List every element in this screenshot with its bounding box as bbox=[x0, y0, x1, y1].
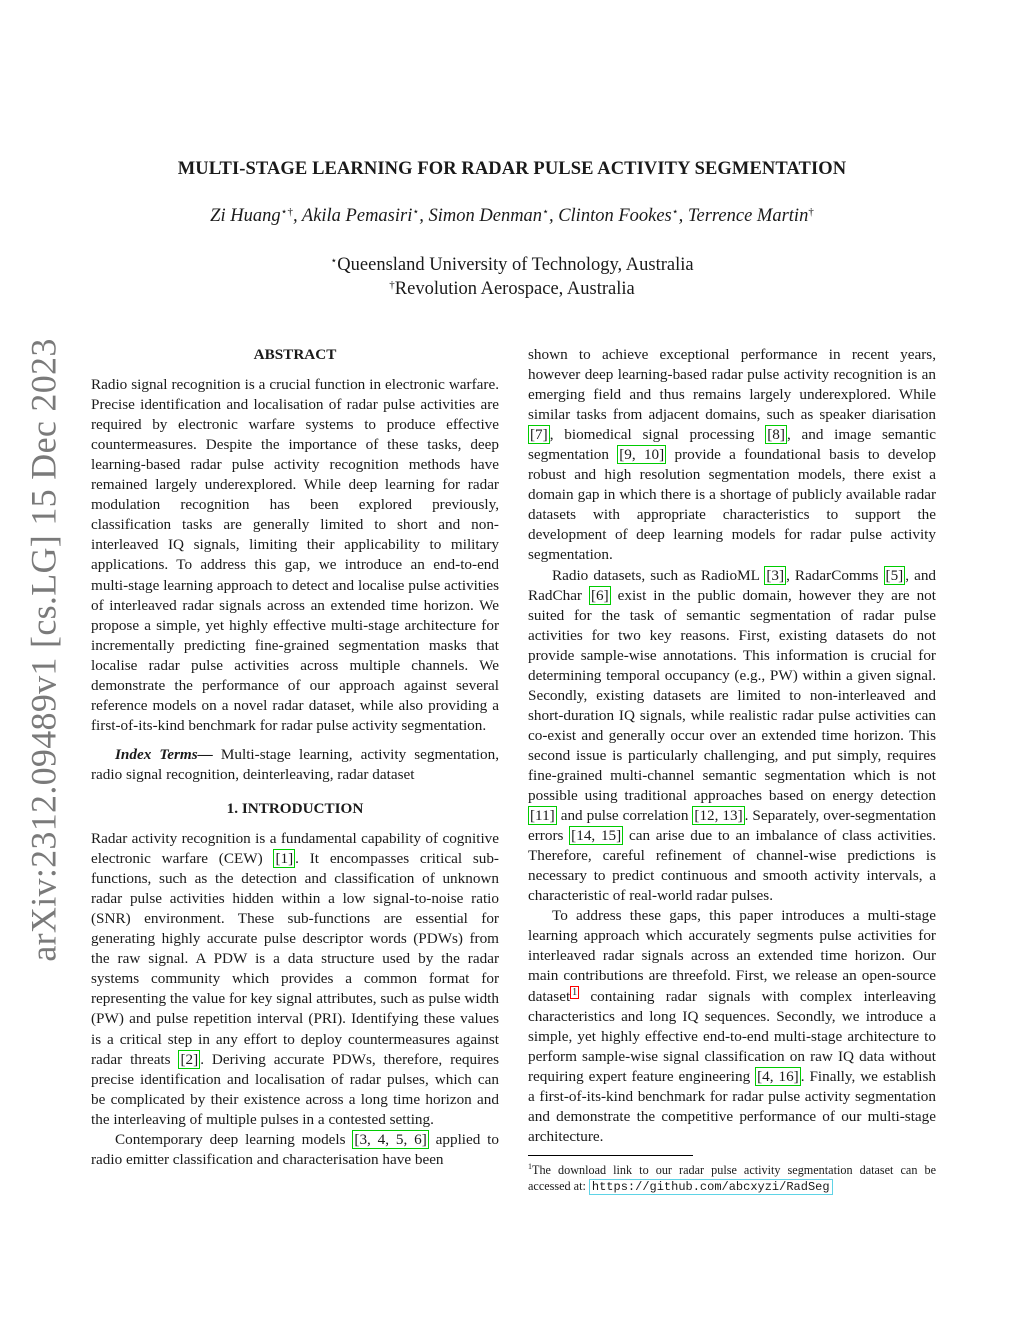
citation-link[interactable]: [6] bbox=[590, 586, 609, 604]
abstract-text: Radio signal recognition is a crucial function in electronic warfare. Precise identification and localisation of radar pulse activities are required by electronic warfare systems to produce effective countermeasures. Despite the importance of these tasks, deep learning-based radar pulse activity recognition methods have remained largely underexplored. While deep learning for radar modulation recognition has been explored previously, classification tasks are generally limited to short and non-interleaved IQ signals, limiting their applicability to military applications. To address this gap, we introduce an end-to-end multi-stage learning approach to detect and localise pulse activities of interleaved radar signals across an extended time horizon. We propose a simple, yet highly effective multi-stage architecture for incrementally predicting fine-grained segmentation masks that localise radar pulse activities across multiple channels. We demonstrate the performance of our approach against several reference models on a novel radar dataset, while also providing a first-of-its-kind benchmark for radar pulse activity segmentation. bbox=[91, 376, 499, 734]
citation-link[interactable]: [5] bbox=[885, 566, 904, 584]
affiliation-text: Queensland University of Technology, Australia bbox=[337, 255, 694, 275]
left-column bbox=[91, 345, 499, 1170]
citation-link[interactable]: [4, 16] bbox=[757, 1067, 799, 1085]
footnote bbox=[528, 1162, 936, 1195]
citation-link[interactable]: [14, 15] bbox=[571, 827, 622, 845]
arxiv-id-text: arXiv:2312.09489v1 [cs.LG] 15 Dec 2023 bbox=[24, 338, 64, 962]
paper-title: MULTI-STAGE LEARNING FOR RADAR PULSE ACTIVITY SEGMENTATION bbox=[177, 159, 847, 179]
right-column bbox=[528, 345, 936, 1195]
intro-paragraph: To address these gaps, this paper introduces a multi-stage learning approach which accurately segments pulse activities for interleaved radar signals across an extended time horizon. Our main contributions are threefold. First, we release an open-source dataset $^1$ containing radar signals with complex interleaving characteristics and long IQ sequences. Secondly, we introduce a simple, yet highly effective end-to-end multi-stage architecture to perform sample-wise signal classification on raw IQ data without requiring expert feature engineering [4, 16] . Finally, we establish a first-of-its-kind benchmark for radar pulse activity segmentation and demonstrate the competitive performance of our multi-stage architecture. bbox=[528, 907, 936, 1145]
author-list: Zi Huang⋆†, Akila Pemasiri⋆, Simon Denman⋆, Clinton Fookes⋆, Terrence Martin† bbox=[210, 206, 814, 226]
citation-link[interactable]: [1] bbox=[275, 850, 294, 868]
citation-link[interactable]: [2] bbox=[180, 1050, 199, 1068]
introduction-heading: 1. INTRODUCTION bbox=[226, 799, 364, 817]
affiliation-mark: ⋆ bbox=[330, 255, 338, 267]
intro-paragraph: Contemporary deep learning models [3, 4, 5, 6] applied to radio emitter classification and characterisation have been bbox=[91, 1130, 499, 1168]
citation-link[interactable]: [11] bbox=[530, 807, 555, 825]
dataset-url-link[interactable]: https://github.com/abcxyzi/RadSeg bbox=[589, 1179, 833, 1195]
affiliation bbox=[0, 255, 1024, 276]
author-affil-mark: ⋆† bbox=[280, 206, 293, 218]
index-terms-label: Index Terms— bbox=[115, 745, 213, 763]
citation-link[interactable]: [8] bbox=[767, 426, 785, 444]
index-terms bbox=[91, 745, 499, 785]
intro-paragraph: shown to achieve exceptional performance in recent years, however deep learning-based radar pulse activity recognition is an emerging field and thus remains largely underexplored. While similar tasks from adjacent domains, such as speaker diarisation [7] , biomedical signal processing [8] , and image semantic segmentation [9, 10] provide a foundational basis to develop robust and high resolution segmentation models, there exist a domain gap in which there is a shortage of publicly available radar datasets with appropriate characteristics to support the development of deep learning models for radar pulse activity segmentation. bbox=[528, 346, 936, 564]
citation-link[interactable]: [3] bbox=[766, 566, 785, 584]
author-name: Zi Huang bbox=[210, 206, 281, 226]
author-affil-mark: ⋆ bbox=[542, 206, 549, 218]
affiliation bbox=[0, 279, 1024, 300]
arxiv-identifier bbox=[14, 338, 74, 962]
citation-link[interactable]: [3, 4, 5, 6] bbox=[354, 1130, 427, 1148]
index-terms-text: Multi-stage learning, activity segmentation, radio signal recognition, deinterleaving, radar dataset bbox=[91, 745, 500, 783]
intro-paragraph: Radar activity recognition is a fundamental capability of cognitive electronic warfare (CEW) [1] . It encompasses critical sub-functions, such as the detection and classification of unknown radar pulse activities hidden within a low signal-to-noise ratio (SNR) environment. These sub-functions are essential for generating highly accurate pulse descriptor words (PDWs) from the raw signal. A PDW is a data structure used by the radar systems community which provides a common format for representing the value for key signal attributes, such as pulse width (PW) and pulse repetition interval (PRI). Identifying these values is a critical step in any effort to deploy countermeasures against radar threats [2] . Deriving accurate PDWs, therefore, requires precise identification and localisation of radar pulses, which can be complicated by their existence across a long time horizon and the interleaving of multiple pulses in a contested setting. bbox=[91, 830, 499, 1128]
footnote-rule bbox=[528, 1155, 693, 1156]
author-affil-mark: ⋆ bbox=[671, 206, 679, 218]
footnote-mark: 1 bbox=[528, 1161, 532, 1171]
footnote-text: The download link to our radar pulse activity segmentation dataset can be accessed at: bbox=[528, 1162, 936, 1193]
affiliation-mark: † bbox=[389, 279, 395, 291]
abstract-heading: ABSTRACT bbox=[253, 346, 337, 363]
footnote-link[interactable]: 1 bbox=[572, 986, 578, 998]
citation-link[interactable]: [9, 10] bbox=[619, 446, 665, 464]
author-affil-mark: † bbox=[808, 206, 814, 218]
author-name: Terrence Martin bbox=[687, 206, 809, 226]
author-affil-mark: ⋆ bbox=[412, 206, 420, 218]
author-name: Akila Pemasiri bbox=[301, 206, 413, 226]
affiliation-text: Revolution Aerospace, Australia bbox=[394, 279, 635, 299]
author-name: Clinton Fookes bbox=[558, 206, 672, 226]
citation-link[interactable]: [7] bbox=[530, 426, 548, 444]
citation-link[interactable]: [12, 13] bbox=[694, 807, 743, 825]
author-name: Simon Denman bbox=[428, 206, 543, 226]
intro-paragraph: Radio datasets, such as RadioML [3] , RadarComms [5] , and RadChar [6] exist in the public domain, however they are not suited for the task of semantic segmentation of radar pulse activities for two key reasons. First, existing datasets do not provide sample-wise annotations. This information is crucial for determining temporal occupancy (e.g., PW) within a given signal. Secondly, existing datasets are limited to non-interleaved and short-duration IQ signals, while realistic radar pulse activities can co-exist and generally occur over an extended time horizon. This second issue is particularly challenging, and put simply, requires fine-grained multi-channel semantic segmentation which is not possible using traditional approaches based on energy detection [11] and pulse correlation [12, 13] . Separately, over-segmentation errors [14, 15] can arise due to an imbalance of class activities. Therefore, careful refinement of channel-wise predictions is necessary to predict continuous and smooth activity intervals, a characteristic of real-world radar pulses. bbox=[528, 566, 937, 905]
